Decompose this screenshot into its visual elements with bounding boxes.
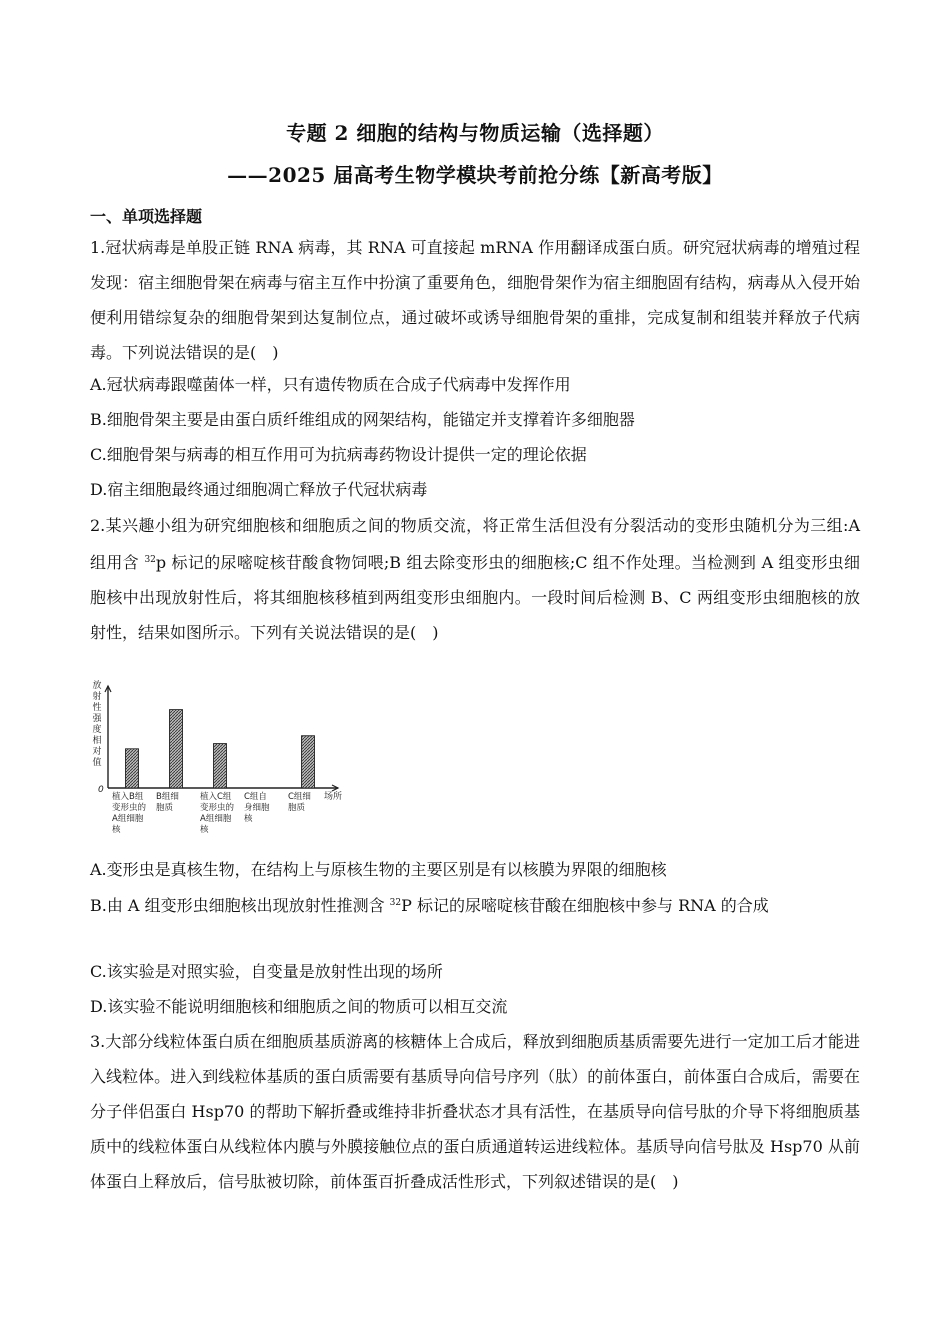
- bar-3: [214, 744, 227, 788]
- bar-2: [170, 710, 183, 788]
- bar-1: [126, 749, 139, 788]
- category-label-2: B组细胞质: [156, 792, 179, 813]
- question-2-superscript: 32: [144, 555, 156, 565]
- question-2-option-b-part2: P 标记的尿嘧啶核苷酸在细胞核中参与 RNA 的合成: [401, 896, 769, 915]
- category-label-1: 植入B组变形虫的 A组细胞核: [112, 792, 147, 835]
- question-1-option-a: A.冠状病毒跟噬菌体一样，只有遗传物质在合成子代病毒中发挥作用: [90, 375, 571, 394]
- question-2-option-b: [90, 886, 860, 923]
- question-2-stem-part1: 2.某兴趣小组为研究细胞核和细胞质之间的物质交流，将正常生活但没有分裂活动的变形虫随机分为三组:A 组用含: [90, 516, 860, 572]
- y-axis-label: 放射性强度相对值: [92, 681, 102, 768]
- category-label-5: C组细胞质: [288, 792, 311, 813]
- question-1-stem: 1.冠状病毒是单股正链 RNA 病毒，其 RNA 可直接起 mRNA 作用翻译成蛋白质。研究冠状病毒的增殖过程发现：宿主细胞骨架在病毒与宿主互作中扮演了重要角色，细胞骨架作为宿主细胞固有结构，病毒从入侵开始便利用错综复杂的细胞骨架到达复制位点，通过破坏或诱导细胞骨架的重排，完成复制和组装并释放子代病毒。下列说法错误的是( ): [90, 238, 860, 362]
- question-1-option-c: C.细胞骨架与病毒的相互作用可为抗病毒药物设计提供一定的理论依据: [90, 445, 587, 464]
- radioactivity-bar-chart: [88, 678, 358, 848]
- bar-5: [302, 736, 315, 788]
- question-2-option-c: C.该实验是对照实验，自变量是放射性出现的场所: [90, 962, 443, 981]
- x-axis-label: 场所: [323, 792, 342, 802]
- category-label-4: C组自身细胞核: [244, 792, 270, 824]
- document-subtitle: ——2025 届高考生物学模块考前抢分练【新高考版】: [227, 163, 723, 187]
- question-2-option-b-part1: B.由 A 组变形虫细胞核出现放射性推测含: [90, 896, 390, 915]
- question-2-option-d: D.该实验不能说明细胞核和细胞质之间的物质可以相互交流: [90, 997, 508, 1016]
- question-2-stem-part2: p 标记的尿嘧啶核苷酸食物饲喂;B 组去除变形虫的细胞核;C 组不作处理。当检测到 A 组变形虫细胞核中出现放射性后，将其细胞核移植到两组变形虫细胞内。一段时间后检测 B、C 两组变形虫细胞核的放射性，结果如图所示。下列有关说法错误的是( ): [90, 553, 860, 642]
- section-heading: 一、单项选择题: [90, 207, 203, 226]
- question-1-option-b: B.细胞骨架主要是由蛋白质纤维组成的网架结构，能锚定并支撑着许多细胞器: [90, 410, 635, 429]
- question-2-option-a: A.变形虫是真核生物，在结构上与原核生物的主要区别是有以核膜为界限的细胞核: [90, 860, 667, 879]
- chart-svg: [88, 678, 358, 848]
- question-3-stem: 3.大部分线粒体蛋白质在细胞质基质游离的核糖体上合成后，释放到细胞质基质需要先进行一定加工后才能进入线粒体。进入到线粒体基质的蛋白质需要有基质导向信号序列（肽）的前体蛋白，前体蛋白合成后，需要在分子伴侣蛋白 Hsp70 的帮助下解折叠或维持非折叠状态才具有活性，在基质导向信号肽的介导下将细胞质基质中的线粒体蛋白从线粒体内膜与外膜接触位点的蛋白质通道转运进线粒体。基质导向信号肽及 Hsp70 从前体蛋白上释放后，信号肽被切除，前体蛋百折叠成活性形式，下列叙述错误的是( ): [90, 1032, 860, 1191]
- category-label-3: 植入C组变形虫的 A组细胞核: [200, 792, 235, 835]
- question-1-option-d: D.宿主细胞最终通过细胞凋亡释放子代冠状病毒: [90, 480, 428, 499]
- document-title: 专题 2 细胞的结构与物质运输（选择题）: [286, 121, 664, 145]
- question-2-stem: [90, 508, 860, 650]
- origin-label: 0: [98, 785, 104, 795]
- question-2-option-b-superscript: 32: [389, 898, 402, 908]
